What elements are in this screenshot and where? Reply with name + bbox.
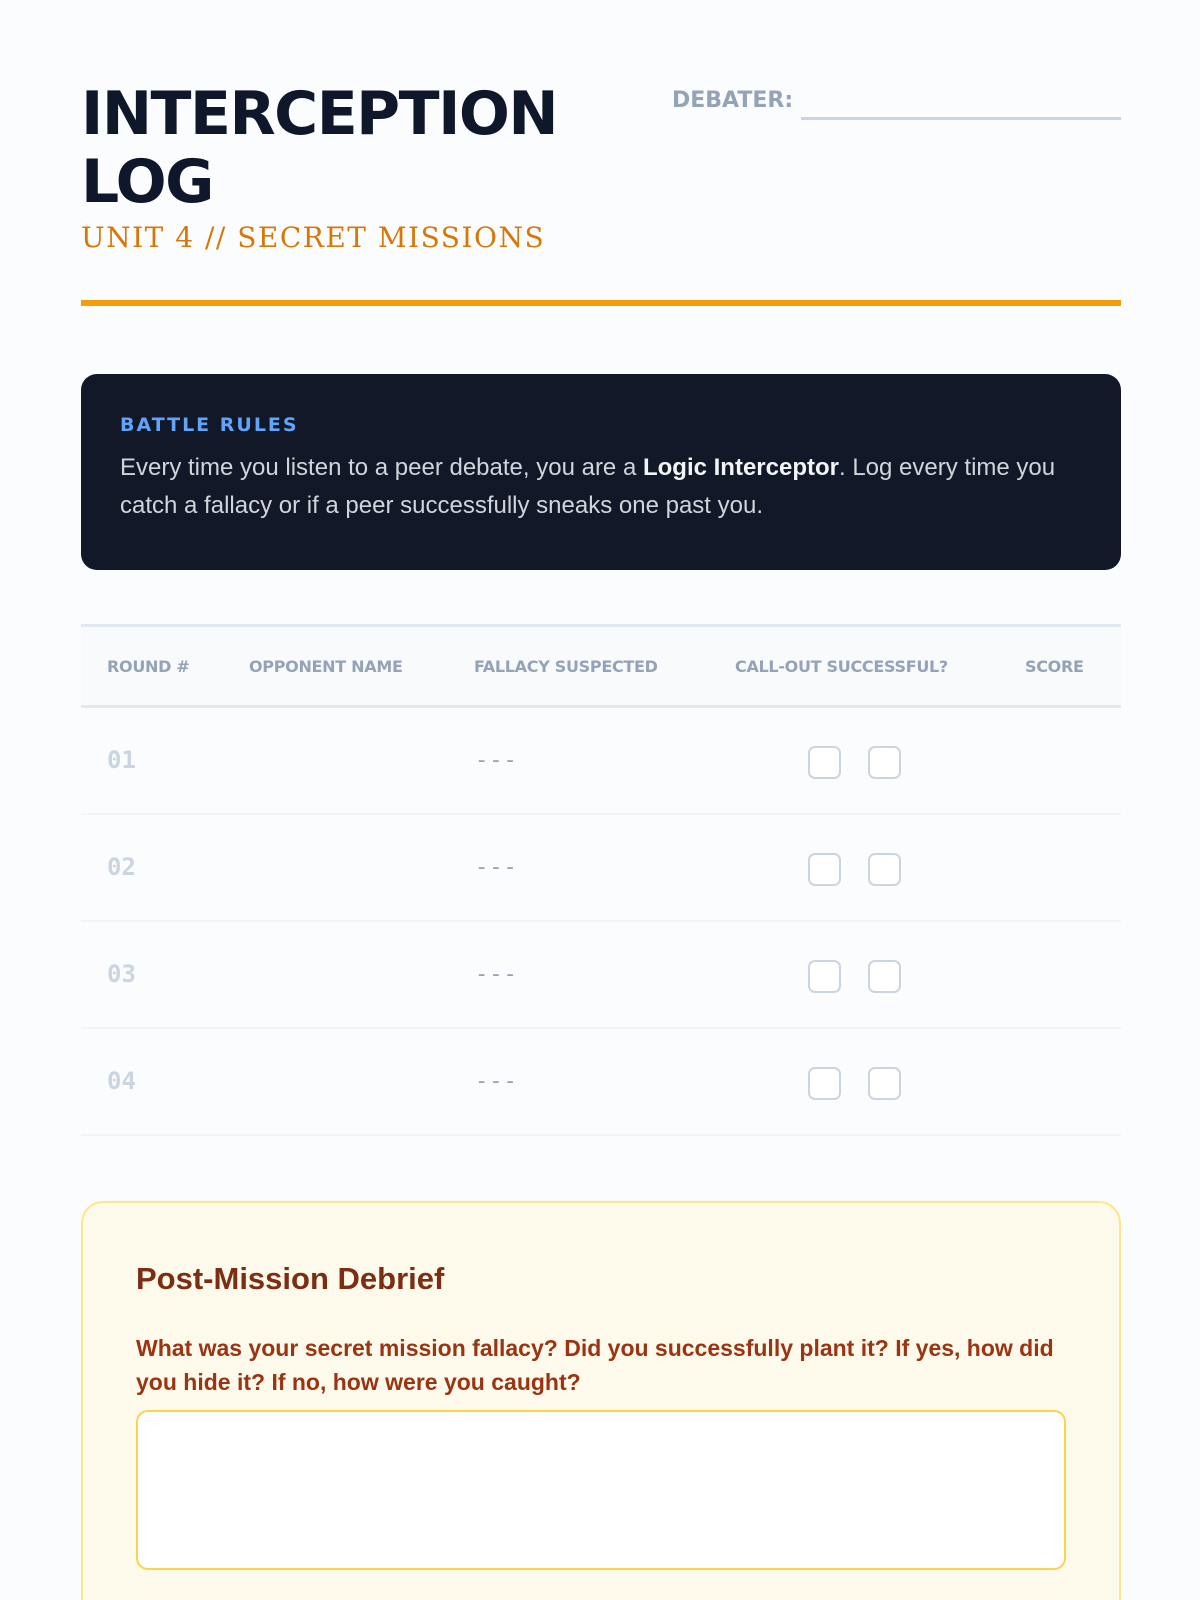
fallacy-cell[interactable]: --- xyxy=(475,748,518,773)
page-header xyxy=(81,80,1121,310)
header-divider xyxy=(81,300,1121,306)
table-header xyxy=(81,624,1121,708)
interception-table xyxy=(81,624,1121,1136)
debrief-answer-field[interactable] xyxy=(136,1410,1066,1570)
fallacy-cell[interactable]: --- xyxy=(475,962,518,987)
rules-text-end: . Log every time you catch a fallacy or if a peer successfully sneaks one past you. xyxy=(120,454,1056,519)
battle-rules-panel xyxy=(81,374,1121,570)
debrief-title: Post-Mission Debrief xyxy=(136,1261,445,1296)
table-row xyxy=(81,922,1121,1029)
round-number: 04 xyxy=(107,1067,136,1095)
column-header-round: ROUND # xyxy=(107,657,190,676)
title-line-2: LOG xyxy=(81,147,213,217)
round-number: 02 xyxy=(107,853,136,881)
callout-no-checkbox[interactable] xyxy=(868,960,901,993)
title-line-1: INTERCEPTION xyxy=(81,79,558,149)
page-subtitle: UNIT 4 // SECRET MISSIONS xyxy=(81,221,546,254)
column-header-opponent: OPPONENT NAME xyxy=(249,657,403,676)
column-header-score: SCORE xyxy=(1025,657,1084,676)
rules-text-bold: Logic Interceptor xyxy=(642,454,839,481)
table-row xyxy=(81,815,1121,922)
debater-label: DEBATER: xyxy=(672,88,794,113)
callout-yes-checkbox[interactable] xyxy=(808,1067,841,1100)
callout-yes-checkbox[interactable] xyxy=(808,853,841,886)
callout-no-checkbox[interactable] xyxy=(868,1067,901,1100)
page-title xyxy=(81,80,641,216)
round-number: 03 xyxy=(107,960,136,988)
rules-text-start: Every time you listen to a peer debate, you are a xyxy=(120,454,643,481)
debrief-question: What was your secret mission fallacy? Did you successfully plant it? If yes, how did you hide it? If no, how were you caught? xyxy=(136,1335,1054,1395)
fallacy-cell[interactable]: --- xyxy=(475,855,518,880)
callout-yes-checkbox[interactable] xyxy=(808,746,841,779)
table-row xyxy=(81,1029,1121,1136)
callout-no-checkbox[interactable] xyxy=(868,853,901,886)
column-header-callout: CALL-OUT SUCCESSFUL? xyxy=(735,657,948,676)
debrief-panel xyxy=(81,1201,1121,1600)
callout-yes-checkbox[interactable] xyxy=(808,960,841,993)
battle-rules-heading: BATTLE RULES xyxy=(120,414,299,436)
battle-rules-text xyxy=(120,449,1081,525)
fallacy-cell[interactable]: --- xyxy=(475,1069,518,1094)
debater-name-field[interactable] xyxy=(801,117,1121,120)
table-row xyxy=(81,708,1121,815)
round-number: 01 xyxy=(107,746,136,774)
column-header-fallacy: FALLACY SUSPECTED xyxy=(474,657,658,676)
callout-no-checkbox[interactable] xyxy=(868,746,901,779)
